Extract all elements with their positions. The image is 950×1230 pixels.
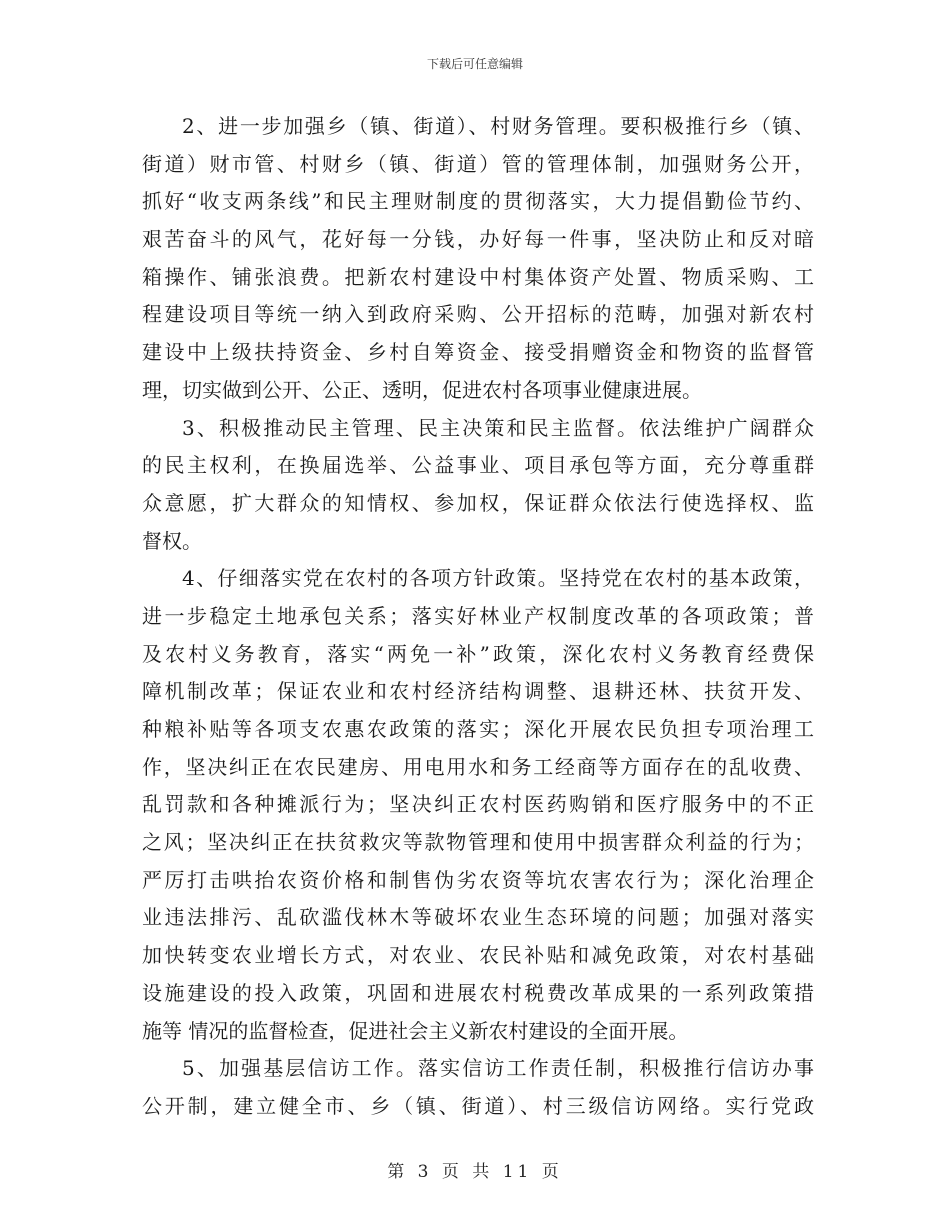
text-line: 抓好“收支两条线”和民主理财制度的贯彻落实，大力提倡勤俭节约、 xyxy=(142,189,814,214)
paragraph xyxy=(142,410,814,561)
text-line: 理，切实做到公开、公正、透明，促进农村各项事业健康进展。 xyxy=(142,377,702,402)
text-line: 设施建设的投入政策，巩固和进展农村税费改革成果的一系列政策措 xyxy=(142,980,814,1005)
text-line: 众意愿，扩大群众的知情权、参加权，保证群众依法行使选择权、监 xyxy=(142,490,814,515)
text-line: 障机制改革；保证农业和农村经济结构调整、退耕还林、扶贫开发、 xyxy=(142,679,814,704)
text-line: 督权。 xyxy=(142,528,202,553)
page-footer: 第 3 页 共 11 页 xyxy=(387,1162,563,1182)
text-line: 程建设项目等统一纳入到政府采购、公开招标的范畴，加强对新农村 xyxy=(142,302,814,327)
text-line: 之风；坚决纠正在扶贫救灾等款物管理和使用中损害群众利益的行为； xyxy=(142,830,814,855)
paragraph xyxy=(142,560,814,1050)
text-line: 4、仔细落实党在农村的各项方针政策。坚持党在农村的基本政策， xyxy=(182,566,814,591)
text-line: 加快转变农业增长方式，对农业、农民补贴和减免政策，对农村基础 xyxy=(142,943,814,968)
text-line: 施等 情况的监督检查，促进社会主义新农村建设的全面开展。 xyxy=(142,1018,689,1043)
text-line: 建设中上级扶持资金、乡村自筹资金、接受捐赠资金和物资的监督管 xyxy=(142,340,814,365)
paragraph xyxy=(142,108,814,410)
text-line: 5、加强基层信访工作。落实信访工作责任制，积极推行信访办事 xyxy=(182,1056,814,1081)
text-line: 箱操作、铺张浪费。把新农村建设中村集体资产处置、物质采购、工 xyxy=(142,264,814,289)
text-line: 2、进一步加强乡（镇、街道）、村财务管理。要积极推行乡（镇、 xyxy=(182,114,814,138)
text-line: 3、积极推动民主管理、民主决策和民主监督。依法维护广阔群众 xyxy=(182,415,814,440)
paragraph xyxy=(142,1050,814,1125)
text-line: 严厉打击哄抬农资价格和制售伪劣农资等坑农害农行为；深化治理企 xyxy=(142,867,814,892)
text-line: 进一步稳定土地承包关系；落实好林业产权制度改革的各项政策；普 xyxy=(142,603,814,628)
text-line: 及农村义务教育，落实“两免一补”政策，深化农村义务教育经费保 xyxy=(142,641,814,666)
text-line: 业违法排污、乱砍滥伐林木等破坏农业生态环境的问题；加强对落实 xyxy=(142,905,814,930)
document-body xyxy=(142,108,814,1126)
page-header: 下载后可任意编辑 xyxy=(426,57,523,71)
text-line: 种粮补贴等各项支农惠农政策的落实；深化开展农民负担专项治理工 xyxy=(142,717,814,741)
text-line: 作，坚决纠正在农民建房、用电用水和务工经商等方面存在的乱收费、 xyxy=(142,754,814,779)
text-line: 街道）财市管、村财乡（镇、街道）管的管理体制，加强财务公开， xyxy=(142,151,814,176)
text-line: 艰苦奋斗的风气，花好每一分钱，办好每一件事，坚决防止和反对暗 xyxy=(142,227,814,252)
text-line: 公开制，建立健全市、乡（镇、街道）、村三级信访网络。实行党政 xyxy=(142,1093,814,1118)
text-line: 乱罚款和各种摊派行为；坚决纠正农村医药购销和医疗服务中的不正 xyxy=(142,792,814,817)
text-line: 的民主权利，在换届选举、公益事业、项目承包等方面，充分尊重群 xyxy=(142,453,814,478)
